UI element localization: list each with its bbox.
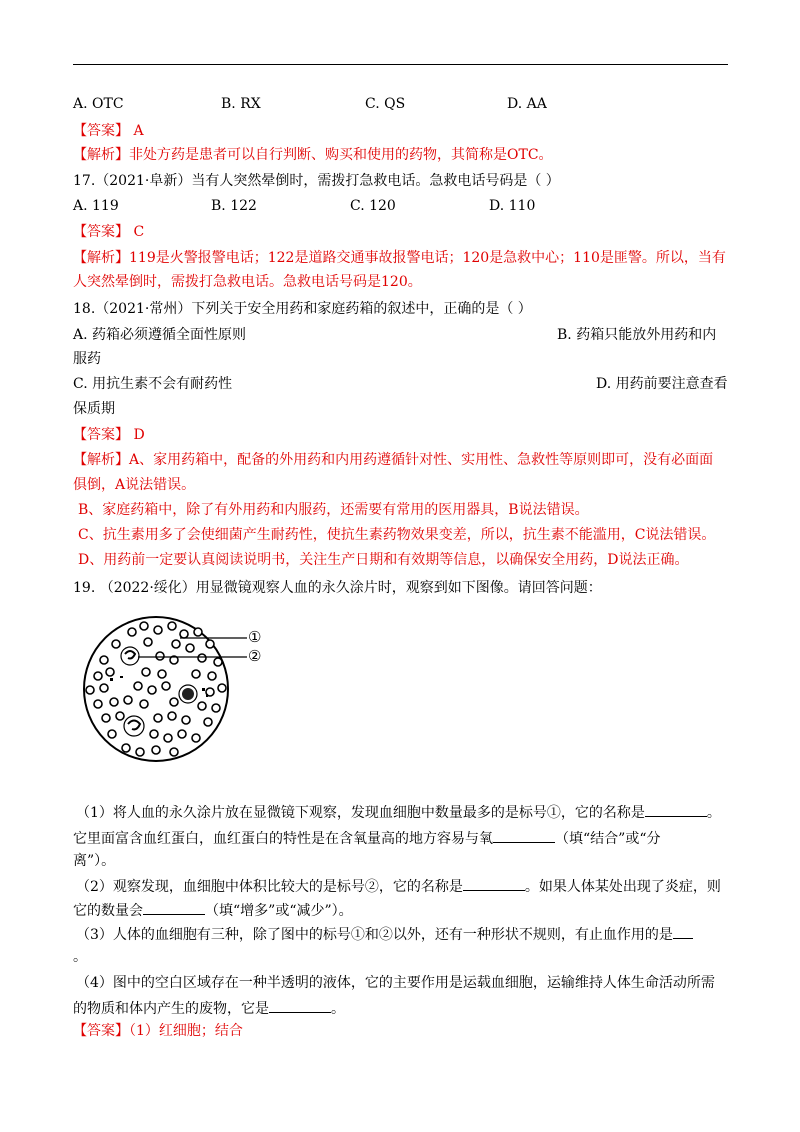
answer-blank[interactable] (673, 924, 693, 939)
q19-part4-line2: 的物质和体内产生的废物，它是 。 (73, 998, 345, 1018)
q17-option-c: C. 120 (350, 198, 396, 214)
analysis-tag: 【解析】 (73, 452, 129, 468)
analysis-tag: 【解析】 (73, 147, 129, 163)
q19-part1-line2: 它里面富含血红蛋白，血红蛋白的特性是在含氧量高的地方容易与氧 （填“结合”或“分 (73, 828, 660, 848)
q18-analysis-line4: C、抗生素用多了会使细菌产生耐药性，使抗生素药物效果变差，所以，抗生素不能滥用，C说法错误。 (78, 527, 716, 543)
analysis-text: A、家用药箱中，配备的外用药和内用药遵循针对性、实用性、急救性等原则即可，没有必面面 (129, 452, 714, 468)
q18-option-d: D. 用药前要注意查看 (596, 376, 728, 392)
answer-tag: 【答案】 (73, 123, 129, 139)
q17-option-d: D. 110 (489, 198, 536, 214)
q17-analysis-line1 (73, 249, 726, 267)
q17-option-b: B. 122 (211, 198, 257, 214)
header-rule (73, 64, 728, 65)
analysis-text: 非处方药是患者可以自行判断、购买和使用的药物，其简称是OTC。 (129, 147, 553, 163)
q16-option-b: B. RX (221, 96, 261, 112)
answer-tag: 【答案】 (73, 1023, 129, 1039)
q18-option-b-cont: 服药 (73, 351, 101, 367)
q19-stem: 19. （2022·绥化）用显微镜观察人血的永久涂片时，观察到如下图像。请回答问题： (73, 580, 602, 596)
q18-answer (73, 426, 145, 444)
figure-label-1: ① (248, 628, 262, 646)
blood-smear-figure (76, 614, 286, 764)
answer-value: D (133, 427, 145, 443)
q19-part4-line1: （4）图中的空白区域存在一种半透明的液体，它的主要作用是运载血细胞，运输维持人体生命活动所需 (76, 975, 715, 991)
q19-part3-line1: （3）人体的血细胞有三种，除了图中的标号①和②以外，还有一种形状不规则，有止血作用的是 (76, 924, 693, 944)
answer-blank[interactable] (269, 998, 331, 1013)
q17-stem: 17.（2021·阜新）当有人突然晕倒时，需拨打急救电话。急救电话号码是（ ） (73, 173, 560, 189)
analysis-text: 119是火警报警电话；122是道路交通事故报警电话；120是急救中心；110是匪警。所以，当有 (129, 250, 726, 266)
q18-analysis-line3: B、家庭药箱中，除了有外用药和内服药，还需要有常用的医用器具，B说法错误。 (78, 502, 589, 518)
q17-answer (73, 223, 144, 241)
q16-option-d: D. AA (507, 96, 547, 112)
answer-value: （1）红细胞；结合 (129, 1023, 243, 1039)
q17-analysis-line2: 人突然晕倒时，需拨打急救电话。急救电话号码是120。 (73, 274, 422, 290)
q17-option-a: A. 119 (73, 198, 119, 214)
q19-part2-line2: 它的数量会 （填“增多”或“减少”）。 (73, 900, 353, 920)
q18-analysis-line2: 俱倒，A说法错误。 (73, 477, 196, 493)
answer-blank[interactable] (463, 876, 525, 891)
q18-option-c: C. 用抗生素不会有耐药性 (73, 376, 233, 392)
q18-option-a: A. 药箱必须遵循全面性原则 (73, 327, 247, 343)
q16-option-c: C. QS (365, 96, 406, 112)
analysis-tag: 【解析】 (73, 250, 129, 266)
answer-blank[interactable] (143, 900, 205, 915)
answer-value: A (133, 123, 144, 139)
q18-option-b: B. 药箱只能放外用药和内 (557, 327, 717, 343)
figure-label-2: ② (248, 647, 262, 665)
answer-value: C (133, 224, 145, 240)
q19-part1-line1: （1）将人血的永久涂片放在显微镜下观察，发现血细胞中数量最多的是标号①，它的名称是 。 (76, 802, 721, 822)
q19-part1-line3: 离”）。 (73, 853, 116, 869)
q16-answer (73, 122, 144, 140)
q16-analysis (73, 146, 553, 164)
answer-tag: 【答案】 (73, 224, 129, 240)
q19-part3-line2: 。 (73, 949, 87, 965)
q16-option-a: A. OTC (73, 96, 124, 112)
answer-blank[interactable] (645, 802, 707, 817)
q18-analysis-line1 (73, 451, 713, 469)
q18-stem: 18.（2021·常州）下列关于安全用药和家庭药箱的叙述中，正确的是（ ） (73, 301, 532, 317)
q19-part2-line1: （2）观察发现，血细胞中体积比较大的是标号②，它的名称是 。如果人体某处出现了炎症，则 (76, 876, 721, 896)
q18-analysis-line5: D、用药前一定要认真阅读说明书，关注生产日期和有效期等信息，以确保安全用药，D说法正确。 (78, 552, 689, 568)
answer-tag: 【答案】 (73, 427, 129, 443)
answer-blank[interactable] (493, 828, 555, 843)
q19-answer (73, 1022, 243, 1040)
q18-option-d-cont: 保质期 (73, 401, 115, 417)
